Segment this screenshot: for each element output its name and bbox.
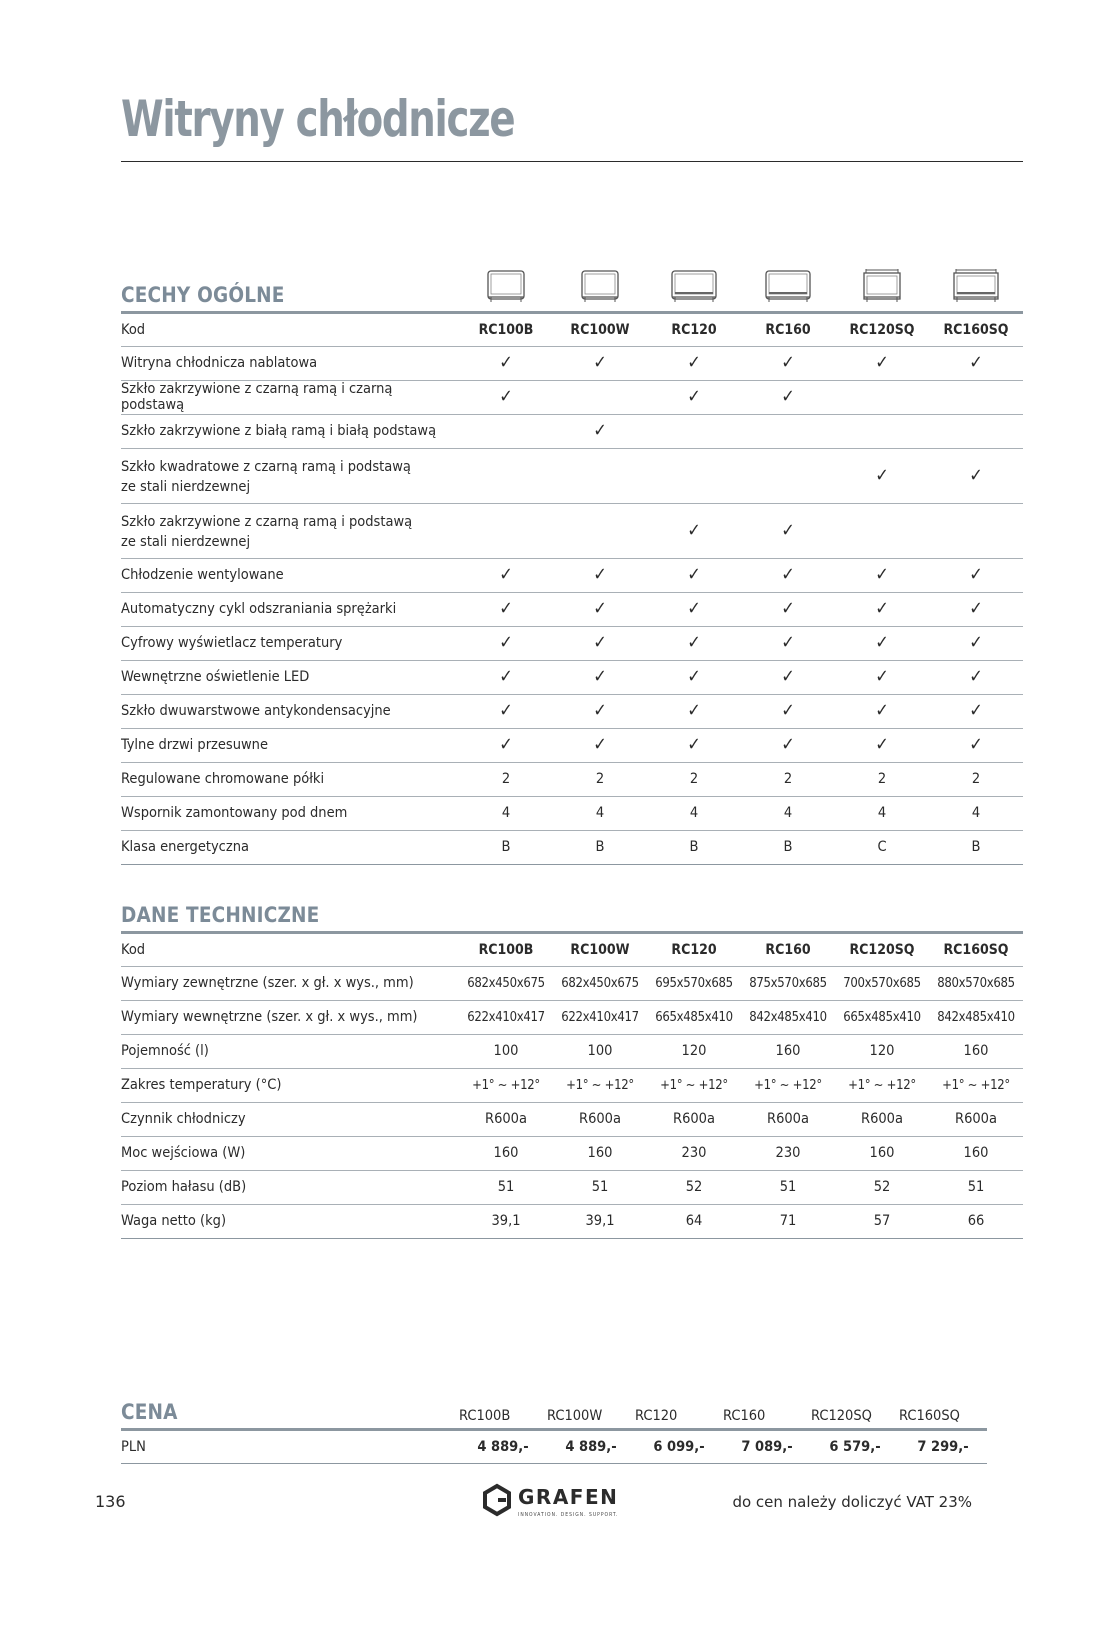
check-icon: ✓	[553, 414, 647, 448]
model-code: RC160	[741, 932, 835, 966]
check-icon: ✓	[459, 592, 553, 626]
feature-label-line: Szkło zakrzywione z czarną ramą i podstawą	[121, 514, 413, 530]
tech-value: 39,1	[553, 1204, 647, 1238]
price-section-title: CENA	[121, 1385, 459, 1429]
check-icon: ✓	[929, 558, 1023, 592]
check-icon: ✓	[647, 626, 741, 660]
tech-row	[121, 1170, 1023, 1204]
feature-value	[459, 414, 553, 448]
tech-section-title: DANE TECHNICZNE	[121, 888, 1023, 932]
feature-value	[835, 380, 929, 414]
feature-row	[121, 762, 1023, 796]
tech-value: 120	[835, 1034, 929, 1068]
model-code: RC160	[723, 1385, 811, 1429]
check-icon: ✓	[459, 626, 553, 660]
check-icon: ✓	[647, 660, 741, 694]
feature-value: 4	[647, 796, 741, 830]
tech-label: Wymiary wewnętrzne (szer. x gł. x wys., mm)	[121, 1000, 459, 1034]
feature-row	[121, 503, 1023, 558]
model-icon-cell	[835, 268, 929, 312]
tech-value: 160	[459, 1136, 553, 1170]
feature-label-line: ze stali nierdzewnej	[121, 479, 251, 495]
tech-value: 51	[929, 1170, 1023, 1204]
tech-value: R600a	[741, 1102, 835, 1136]
tech-value: R600a	[647, 1102, 741, 1136]
feature-value: 4	[929, 796, 1023, 830]
tech-value: 160	[929, 1034, 1023, 1068]
feature-label: Regulowane chromowane półki	[121, 762, 459, 796]
tech-value: 682x450x675	[553, 966, 647, 1000]
tech-value: 160	[929, 1136, 1023, 1170]
model-code: RC100W	[553, 312, 647, 346]
tech-body	[121, 932, 1023, 1238]
check-icon: ✓	[741, 728, 835, 762]
check-icon: ✓	[929, 448, 1023, 503]
model-icon-cell	[647, 268, 741, 312]
tech-value: 622x410x417	[553, 1000, 647, 1034]
feature-value: B	[929, 830, 1023, 864]
grafen-logo-icon	[480, 1483, 514, 1517]
feature-label-line: ze stali nierdzewnej	[121, 534, 251, 550]
tech-value: 100	[553, 1034, 647, 1068]
model-code: RC120SQ	[835, 312, 929, 346]
tech-value: R600a	[835, 1102, 929, 1136]
price-value: 6 579,-	[811, 1429, 899, 1463]
feature-value	[459, 503, 553, 558]
tech-value: 875x570x685	[741, 966, 835, 1000]
check-icon: ✓	[835, 448, 929, 503]
tech-value: +1° ~ +12°	[553, 1068, 647, 1102]
tech-label: Zakres temperatury (°C)	[121, 1068, 459, 1102]
model-code: RC100B	[459, 932, 553, 966]
tech-row	[121, 1102, 1023, 1136]
tech-label: Wymiary zewnętrzne (szer. x gł. x wys., mm)	[121, 966, 459, 1000]
model-icon-cell	[741, 268, 835, 312]
feature-row	[121, 448, 1023, 503]
check-icon: ✓	[553, 694, 647, 728]
feature-value	[741, 448, 835, 503]
check-icon: ✓	[647, 558, 741, 592]
tech-value: +1° ~ +12°	[459, 1068, 553, 1102]
feature-row	[121, 694, 1023, 728]
tech-value: +1° ~ +12°	[741, 1068, 835, 1102]
features-body	[121, 312, 1023, 864]
tech-value: 52	[835, 1170, 929, 1204]
feature-value: 2	[647, 762, 741, 796]
feature-label: Wewnętrzne oświetlenie LED	[121, 660, 459, 694]
code-label: Kod	[121, 932, 459, 966]
feature-label: Klasa energetyczna	[121, 830, 459, 864]
model-code: RC100W	[553, 932, 647, 966]
check-icon: ✓	[647, 728, 741, 762]
check-icon: ✓	[553, 558, 647, 592]
price-value: 7 299,-	[899, 1429, 987, 1463]
currency-label: PLN	[121, 1429, 459, 1463]
feature-row	[121, 558, 1023, 592]
tech-value: 160	[835, 1136, 929, 1170]
feature-row	[121, 796, 1023, 830]
feature-row	[121, 660, 1023, 694]
tech-value: 230	[741, 1136, 835, 1170]
feature-label: Automatyczny cykl odszraniania sprężarki	[121, 592, 459, 626]
logo-text: GRAFEN	[518, 1485, 619, 1509]
curved-glass-cabinet-icon	[487, 269, 525, 307]
price-table	[121, 1385, 987, 1464]
feature-value: B	[741, 830, 835, 864]
feature-row	[121, 414, 1023, 448]
feature-value	[647, 414, 741, 448]
feature-label: Witryna chłodnicza nablatowa	[121, 346, 459, 380]
model-code: RC160SQ	[899, 1385, 987, 1429]
check-icon: ✓	[835, 660, 929, 694]
feature-value	[929, 414, 1023, 448]
feature-value: 2	[553, 762, 647, 796]
model-code: RC120	[647, 932, 741, 966]
tech-value: 71	[741, 1204, 835, 1238]
features-table	[121, 268, 1023, 865]
feature-value: B	[459, 830, 553, 864]
tech-value: 51	[459, 1170, 553, 1204]
feature-value: 4	[741, 796, 835, 830]
features-header-row	[121, 268, 1023, 312]
tech-value: 100	[459, 1034, 553, 1068]
model-code: RC160SQ	[929, 312, 1023, 346]
feature-label: Szkło zakrzywione z czarną ramą i czarną podstawą	[121, 380, 459, 414]
check-icon: ✓	[741, 346, 835, 380]
technical-data-table	[121, 888, 1023, 1239]
check-icon: ✓	[741, 592, 835, 626]
check-icon: ✓	[835, 558, 929, 592]
feature-value: 4	[835, 796, 929, 830]
check-icon: ✓	[741, 626, 835, 660]
check-icon: ✓	[929, 346, 1023, 380]
check-icon: ✓	[459, 728, 553, 762]
check-icon: ✓	[647, 346, 741, 380]
check-icon: ✓	[929, 626, 1023, 660]
tech-value: +1° ~ +12°	[929, 1068, 1023, 1102]
model-code: RC120	[647, 312, 741, 346]
check-icon: ✓	[553, 346, 647, 380]
feature-row	[121, 830, 1023, 864]
tech-value: 52	[647, 1170, 741, 1204]
check-icon: ✓	[647, 694, 741, 728]
feature-value: 2	[835, 762, 929, 796]
tech-value: 160	[553, 1136, 647, 1170]
check-icon: ✓	[929, 728, 1023, 762]
tech-row	[121, 1204, 1023, 1238]
feature-value: 2	[459, 762, 553, 796]
model-code: RC160SQ	[929, 932, 1023, 966]
price-value: 6 099,-	[635, 1429, 723, 1463]
curved-glass-cabinet-icon	[581, 269, 619, 307]
page-title: Witryny chłodnicze	[121, 90, 515, 148]
check-icon: ✓	[741, 660, 835, 694]
feature-label: Cyfrowy wyświetlacz temperatury	[121, 626, 459, 660]
check-icon: ✓	[929, 592, 1023, 626]
code-row	[121, 932, 1023, 966]
tech-value: 622x410x417	[459, 1000, 553, 1034]
model-icon-cell	[929, 268, 1023, 312]
model-code: RC100B	[459, 1385, 547, 1429]
brand-logo	[480, 1483, 630, 1523]
tech-value: 51	[741, 1170, 835, 1204]
tech-row	[121, 966, 1023, 1000]
tech-row	[121, 1034, 1023, 1068]
check-icon: ✓	[929, 694, 1023, 728]
feature-value	[553, 448, 647, 503]
vat-note: do cen należy doliczyć VAT 23%	[732, 1493, 972, 1511]
feature-row	[121, 380, 1023, 414]
feature-row	[121, 626, 1023, 660]
tech-label: Pojemność (l)	[121, 1034, 459, 1068]
code-row	[121, 312, 1023, 346]
tech-value: R600a	[459, 1102, 553, 1136]
feature-label	[121, 503, 459, 558]
check-icon: ✓	[553, 626, 647, 660]
tech-value: R600a	[929, 1102, 1023, 1136]
feature-value	[929, 503, 1023, 558]
price-header-row	[121, 1385, 987, 1429]
feature-label: Chłodzenie wentylowane	[121, 558, 459, 592]
tech-value: 160	[741, 1034, 835, 1068]
feature-value: B	[553, 830, 647, 864]
check-icon: ✓	[459, 694, 553, 728]
model-code: RC160	[741, 312, 835, 346]
square-glass-wide-cabinet-icon	[953, 269, 999, 307]
tech-value: 39,1	[459, 1204, 553, 1238]
check-icon: ✓	[835, 592, 929, 626]
check-icon: ✓	[835, 728, 929, 762]
feature-value	[929, 380, 1023, 414]
check-icon: ✓	[459, 660, 553, 694]
curved-glass-wide-cabinet-icon	[765, 269, 811, 307]
price-value: 7 089,-	[723, 1429, 811, 1463]
tech-label: Moc wejściowa (W)	[121, 1136, 459, 1170]
check-icon: ✓	[553, 592, 647, 626]
feature-label: Szkło zakrzywione z białą ramą i białą podstawą	[121, 414, 459, 448]
tech-value: +1° ~ +12°	[647, 1068, 741, 1102]
tech-value: 700x570x685	[835, 966, 929, 1000]
feature-value	[835, 414, 929, 448]
tech-value: 842x485x410	[741, 1000, 835, 1034]
tech-value: 57	[835, 1204, 929, 1238]
check-icon: ✓	[459, 346, 553, 380]
feature-value	[647, 448, 741, 503]
tech-value: 880x570x685	[929, 966, 1023, 1000]
model-code: RC100W	[547, 1385, 635, 1429]
feature-value	[553, 380, 647, 414]
check-icon: ✓	[647, 503, 741, 558]
tech-value: 51	[553, 1170, 647, 1204]
check-icon: ✓	[741, 694, 835, 728]
code-label: Kod	[121, 312, 459, 346]
title-divider	[121, 161, 1023, 162]
tech-header-row	[121, 888, 1023, 932]
feature-value: 2	[929, 762, 1023, 796]
model-code: RC120	[635, 1385, 723, 1429]
tech-value: 665x485x410	[647, 1000, 741, 1034]
check-icon: ✓	[835, 346, 929, 380]
feature-value	[459, 448, 553, 503]
check-icon: ✓	[741, 558, 835, 592]
curved-glass-wide-cabinet-icon	[671, 269, 717, 307]
tech-label: Waga netto (kg)	[121, 1204, 459, 1238]
logo-tagline: INNOVATION. DESIGN. SUPPORT.	[518, 1512, 619, 1518]
check-icon: ✓	[647, 380, 741, 414]
tech-row	[121, 1000, 1023, 1034]
feature-label-line: Szkło kwadratowe z czarną ramą i podstawą	[121, 459, 411, 475]
tech-value: 695x570x685	[647, 966, 741, 1000]
tech-value: R600a	[553, 1102, 647, 1136]
feature-value: 4	[459, 796, 553, 830]
check-icon: ✓	[929, 660, 1023, 694]
price-row	[121, 1429, 987, 1463]
tech-value: 66	[929, 1204, 1023, 1238]
model-code: RC120SQ	[811, 1385, 899, 1429]
model-code: RC100B	[459, 312, 553, 346]
check-icon: ✓	[741, 503, 835, 558]
tech-label: Czynnik chłodniczy	[121, 1102, 459, 1136]
tech-value: 682x450x675	[459, 966, 553, 1000]
tech-value: 120	[647, 1034, 741, 1068]
features-section-title: CECHY OGÓLNE	[121, 268, 459, 312]
feature-label: Wspornik zamontowany pod dnem	[121, 796, 459, 830]
feature-label: Szkło dwuwarstwowe antykondensacyjne	[121, 694, 459, 728]
check-icon: ✓	[647, 592, 741, 626]
check-icon: ✓	[835, 694, 929, 728]
feature-label: Tylne drzwi przesuwne	[121, 728, 459, 762]
model-icon-cell	[553, 268, 647, 312]
check-icon: ✓	[553, 728, 647, 762]
check-icon: ✓	[459, 558, 553, 592]
check-icon: ✓	[741, 380, 835, 414]
tech-row	[121, 1068, 1023, 1102]
price-value: 4 889,-	[547, 1429, 635, 1463]
tech-value: 230	[647, 1136, 741, 1170]
feature-row	[121, 346, 1023, 380]
square-glass-cabinet-icon	[863, 269, 901, 307]
feature-value	[553, 503, 647, 558]
feature-row	[121, 592, 1023, 626]
tech-value: 842x485x410	[929, 1000, 1023, 1034]
feature-value	[835, 503, 929, 558]
check-icon: ✓	[459, 380, 553, 414]
feature-value	[741, 414, 835, 448]
feature-row	[121, 728, 1023, 762]
check-icon: ✓	[835, 626, 929, 660]
feature-value: B	[647, 830, 741, 864]
tech-value: 665x485x410	[835, 1000, 929, 1034]
feature-label	[121, 448, 459, 503]
feature-value: C	[835, 830, 929, 864]
feature-value: 4	[553, 796, 647, 830]
page-number: 136	[95, 1492, 126, 1511]
tech-value: +1° ~ +12°	[835, 1068, 929, 1102]
model-code: RC120SQ	[835, 932, 929, 966]
tech-value: 64	[647, 1204, 741, 1238]
feature-value: 2	[741, 762, 835, 796]
model-icon-cell	[459, 268, 553, 312]
check-icon: ✓	[553, 660, 647, 694]
tech-label: Poziom hałasu (dB)	[121, 1170, 459, 1204]
tech-row	[121, 1136, 1023, 1170]
price-value: 4 889,-	[459, 1429, 547, 1463]
